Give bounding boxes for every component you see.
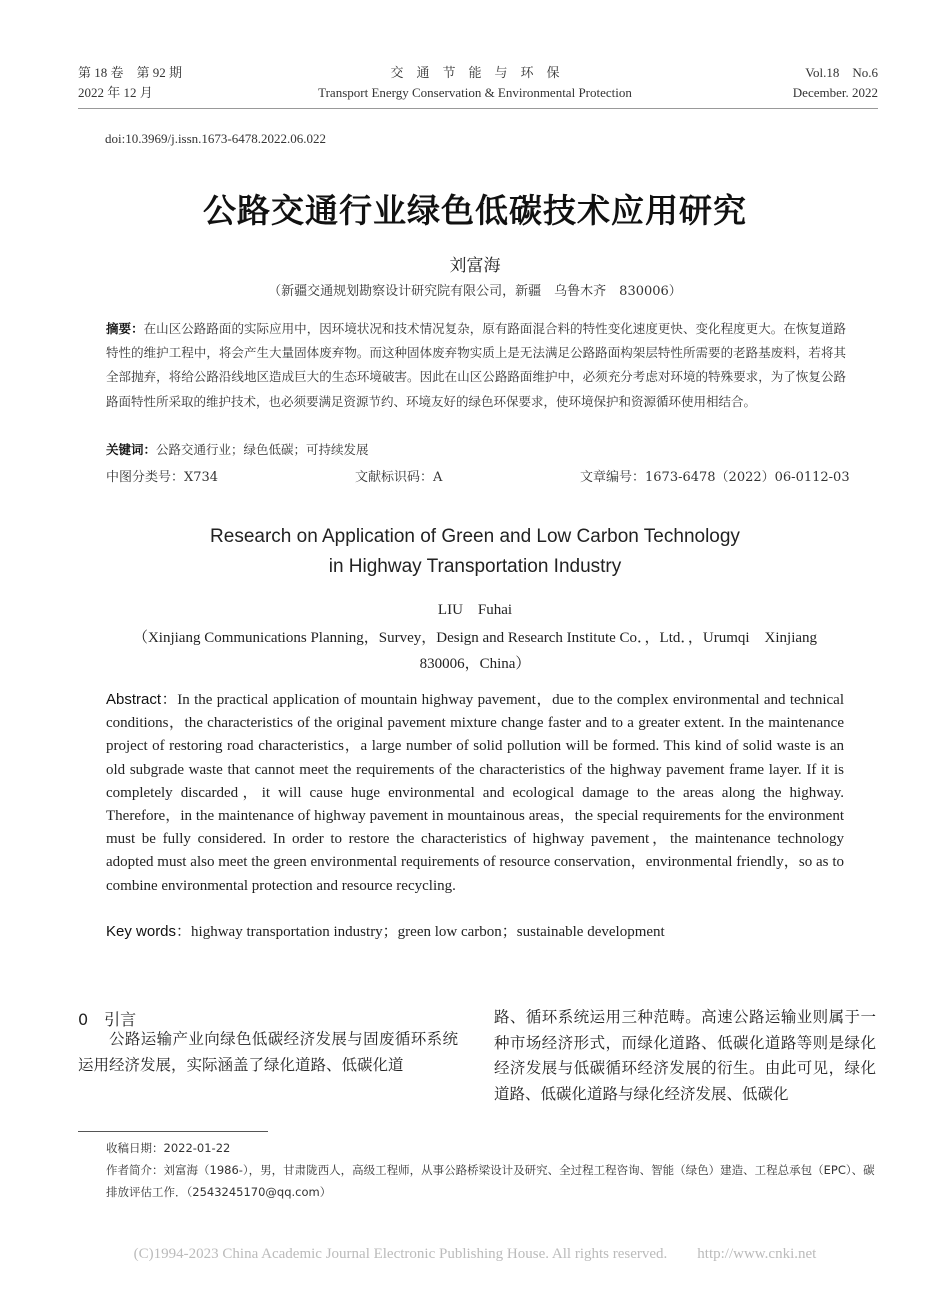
abstract-en-sep: ： [161,692,178,708]
keywords-en-text: highway transportation industry；green low carbon；sustainable development [191,924,665,940]
footnote-divider [78,1131,268,1132]
author-cn: 刘富海 [449,256,501,276]
keywords-cn-label: 关键词： [106,442,157,457]
keywords-en-label: Key words [106,923,177,940]
header-right [793,63,878,103]
received-date: 收稿日期：2022-01-22 [106,1141,231,1155]
abstract-en [106,688,844,898]
title-en-line2: in Highway Transportation Industry [328,556,622,577]
body-column-left [78,1027,458,1078]
body-paragraph-right: 路、循环系统运用三种范畴。高速公路运输业则属于一种市场经济形式，而绿化道路、低碳化道路等则是绿化经济发展与低碳循环经济发展的衍生。由此可见，绿化道路、低碳化道路与绿化经济发展、低碳化 [494,1008,876,1103]
body-paragraph-left: 公路运输产业向绿色低碳经济发展与固废循环系统运用经济发展，实际涵盖了绿化道路、低碳化道 [78,1030,458,1074]
date-en: December. 2022 [792,85,878,100]
journal-name-en: Transport Energy Conservation & Environmental Protection [318,85,632,100]
abstract-en-text: In the practical application of mountain highway pavement，due to the complex environmental and technical conditions，the characteristics of the original pavement mixture change faster and to a greater extent. In the maintenance project of restoring road characteristics，a large number of solid pollution will be formed. This kind of solid waste is an old subgrade waste that cannot meet the requirements of the characteristics of the highway pavement frame layer. If it is completely discarded，it will cause huge environmental and ecological damage to the areas along the highway. Therefore，in the maintenance of highway pavement in mountainous areas，the special requirements for the environment must be fully considered. In order to restore the characteristics of highway pavement，the maintenance technology adopted must also meet the green environmental requirements of resource conservation，environmental friendly，so as to combine environmental protection and resource recycling. [106,692,844,894]
abstract-cn-text: 在山区公路路面的实际应用中，因环境状况和技术情况复杂，原有路面混合料的特性变化速度更快、变化程度更大。在恢复道路特性的维护工程中，将会产生大量固体废弃物。而这种固体废弃物实质上是无法满足公路路面构架层特性所需要的老路基废料，若将其全部抛弃，将给公路沿线地区造成巨大的生态环境破害。因此在山区公路路面维护中，必须充分考虑对环境的特殊要求，为了恢复公路路面特性所采取的维护技术，也必须要满足资源节约、环境友好的绿色环保要求，使环境保护和资源循环使用相结合。 [106,321,846,409]
footnote [106,1137,881,1203]
vol-no-en: Vol.18 No.6 [805,65,878,80]
abstract-cn [106,317,846,414]
abstract-en-label: Abstract [106,691,162,708]
affiliation-en: （Xinjiang Communications Planning，Survey，Design and Research Institute Co．，Ltd．，Urumqi Xinjiang 830006，China） [132,630,818,672]
keywords-en-sep: ： [176,924,192,940]
keywords-cn-text: 公路交通行业；绿色低碳；可持续发展 [156,442,369,457]
keywords-en [106,920,665,941]
doi: doi:10.3969/j.issn.1673-6478.2022.06.022 [105,131,327,146]
publication-date: 2022 年 12 月 [78,85,153,100]
abstract-cn-label: 摘要： [106,321,144,336]
affiliation-cn: （新疆交通规划勘察设计研究院有限公司，新疆 乌鲁木齐 830006） [268,284,682,299]
title-en [0,522,950,582]
header-divider [78,108,878,109]
copyright-watermark: (C)1994-2023 China Academic Journal Electronic Publishing House. All rights reserved. http://www.cnki.net [133,1246,817,1262]
body-column-right [494,1005,876,1107]
clc-number: 中图分类号：X734 [106,470,219,485]
author-en: LIU Fuhai [437,602,513,618]
title-cn: 公路交通行业绿色低碳技术应用研究 [203,191,747,230]
keywords-cn [106,440,369,458]
header-center [250,63,700,103]
title-en-line1: Research on Application of Green and Low Carbon Technology [210,526,740,547]
volume-issue: 第 18 卷 第 92 期 [78,65,183,80]
author-bio: 作者简介：刘富海（1986-），男，甘肃陇西人，高级工程师，从事公路桥梁设计及研究、全过程工程咨询、智能（绿色）建造、工程总承包（EPC）、碳排放评估工作．（2543245170@qq.com） [106,1163,875,1199]
journal-name-cn: 交 通 节 能 与 环 保 [390,65,560,80]
article-number: 文章编号：1673-6478（2022）06-0112-03 [580,470,850,485]
header-left [78,63,182,103]
section-heading: 0 引言 [78,1010,137,1029]
document-code: 文献标识码：A [355,470,443,485]
